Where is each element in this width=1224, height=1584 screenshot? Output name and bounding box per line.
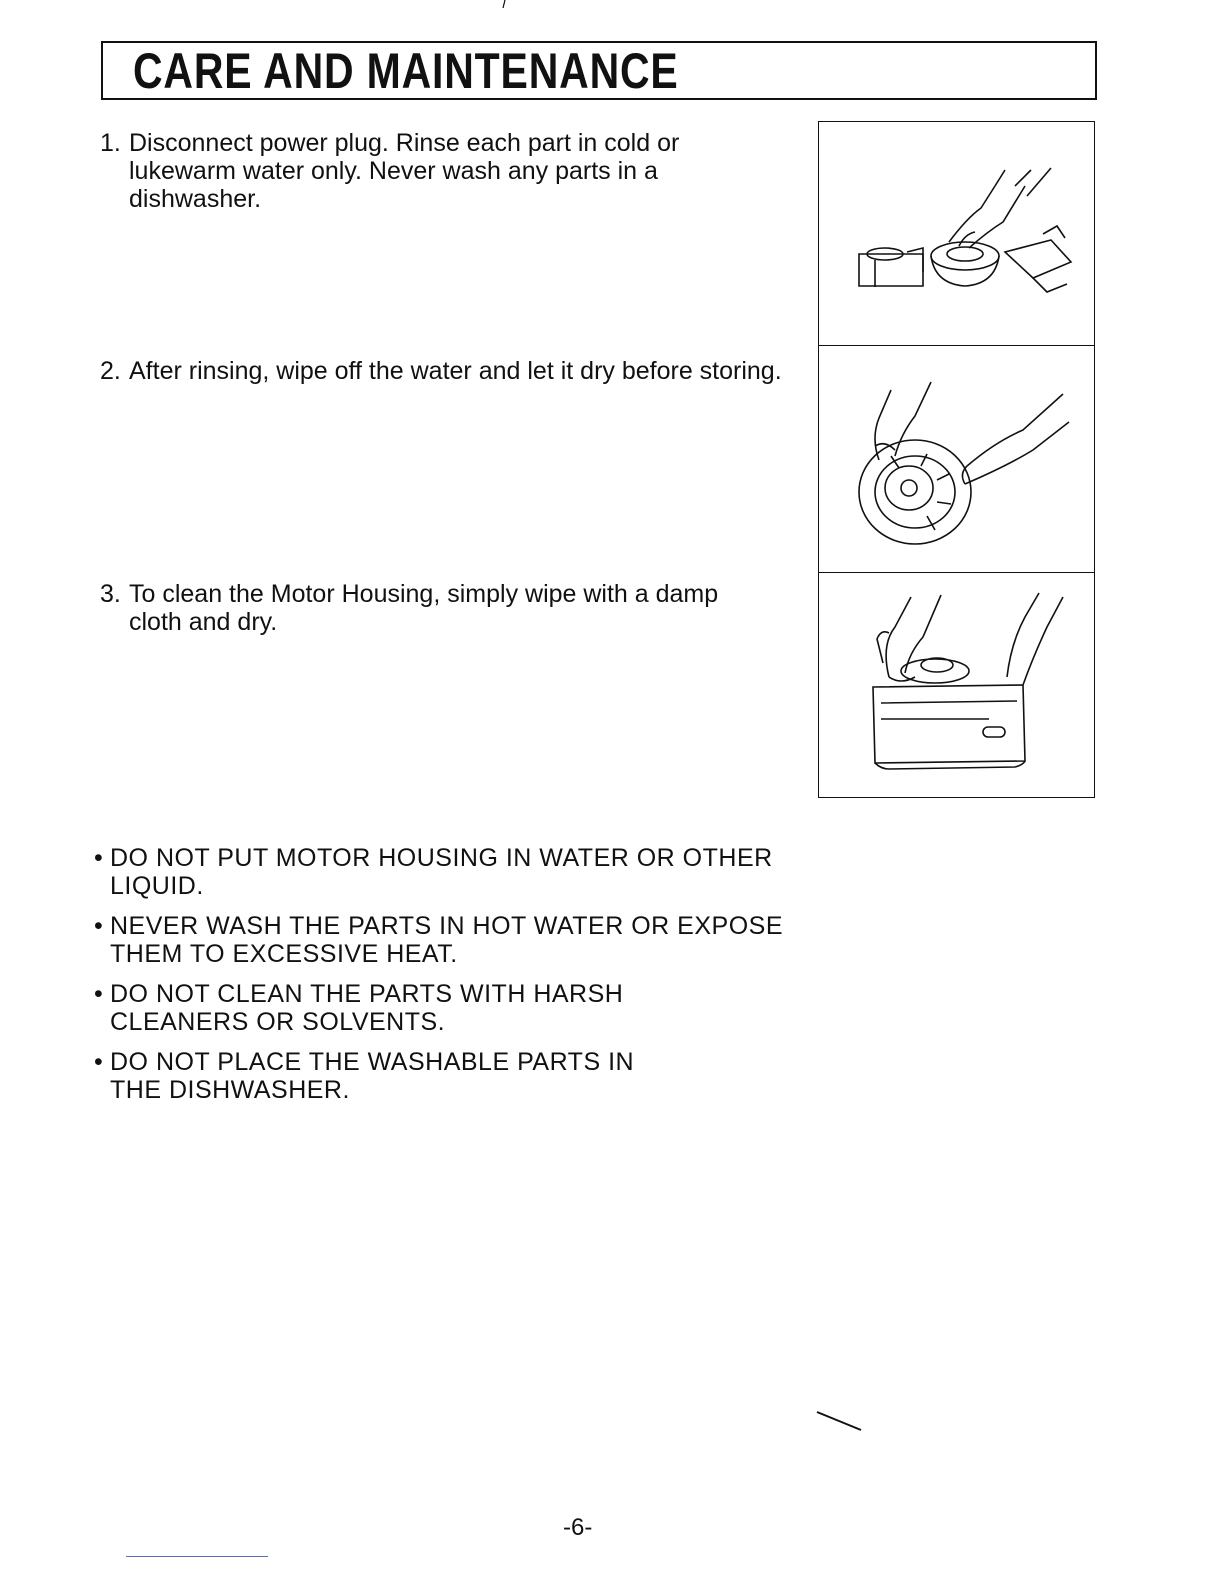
wiping-motor-housing-illustration: [819, 573, 1094, 797]
wiping-parts-drawing: [819, 346, 1093, 572]
scan-mark: [815, 1408, 865, 1436]
step-1: [100, 129, 719, 213]
step-number: 3.: [100, 580, 121, 608]
wiping-parts-illustration: [819, 346, 1094, 572]
warning-text: DO NOT PLACE THE WASHABLE PARTS IN THE DISHWASHER.: [110, 1048, 635, 1104]
warning-text: DO NOT CLEAN THE PARTS WITH HARSH CLEANERS OR SOLVENTS.: [110, 980, 624, 1036]
page-title: CARE AND MAINTENANCE: [133, 43, 679, 99]
warning-text: NEVER WASH THE PARTS IN HOT WATER OR EXPOSE THEM TO EXCESSIVE HEAT.: [110, 912, 783, 968]
warning-item: [94, 1048, 650, 1104]
rinsing-parts-illustration: [819, 122, 1094, 345]
step-text: After rinsing, wipe off the water and let it dry before storing.: [129, 357, 782, 385]
warning-text: DO NOT PUT MOTOR HOUSING IN WATER OR OTHER LIQUID.: [110, 844, 773, 900]
step-text: To clean the Motor Housing, simply wipe with a damp cloth and dry.: [129, 580, 719, 636]
step-text: Disconnect power plug. Rinse each part in cold or lukewarm water only. Never wash any parts in a dishwasher.: [129, 129, 680, 213]
warnings-list: [94, 844, 794, 1116]
bullet: •: [94, 844, 104, 872]
bullet: •: [94, 980, 104, 1008]
step-2: [100, 357, 829, 385]
warning-item: [94, 912, 794, 968]
step-3: [100, 580, 759, 636]
bullet: •: [94, 912, 104, 940]
title-box: [101, 41, 1097, 100]
scan-mark: [500, 0, 508, 10]
bullet: •: [94, 1048, 104, 1076]
scan-line: [126, 1556, 268, 1557]
page-number: -6-: [563, 1514, 593, 1541]
wiping-motor-housing-drawing: [819, 573, 1093, 797]
warning-item: [94, 980, 710, 1036]
step-number: 1.: [100, 129, 121, 157]
illustration-column: [818, 121, 1095, 798]
step-number: 2.: [100, 357, 121, 385]
rinsing-parts-drawing: [819, 122, 1093, 345]
warning-item: [94, 844, 794, 900]
